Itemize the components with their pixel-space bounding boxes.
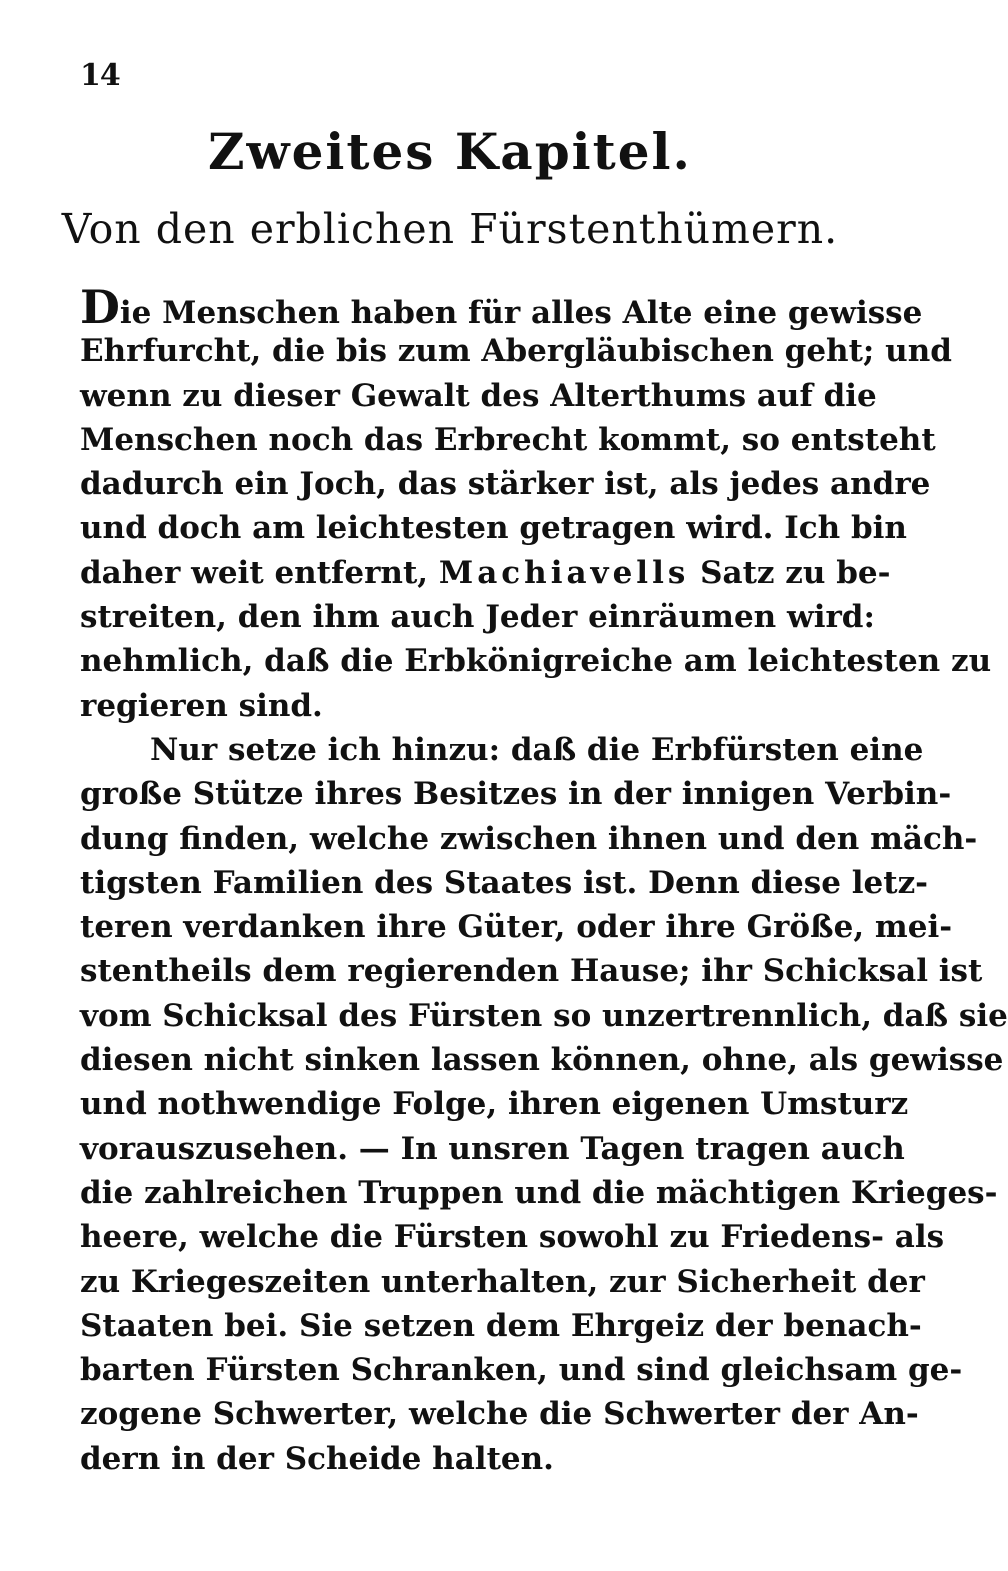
text-line: Menschen noch das Erbrecht kommt, so entsteht [80, 421, 936, 458]
text-line: zu Kriegeszeiten unterhalten, zur Sicherheit der [80, 1263, 925, 1300]
text-segment: daher weit entfernt, [80, 554, 439, 591]
text-line: stentheils dem regierenden Hause; ihr Schicksal ist [80, 953, 983, 990]
text-line: Ehrfurcht, die bis zum Abergläubischen geht; und [80, 333, 952, 370]
body-text [80, 280, 1008, 1481]
text-line: zogene Schwerter, welche die Schwerter der An- [80, 1396, 919, 1433]
chapter-title: Zweites Kapitel. [208, 122, 692, 181]
text-line: und nothwendige Folge, ihren eigenen Umsturz [80, 1086, 909, 1123]
text-line: nehmlich, daß die Erbkönigreiche am leichtesten zu [80, 643, 992, 680]
text-line: heere, welche die Fürsten sowohl zu Friedens- als [80, 1219, 945, 1256]
text-line: streiten, den ihm auch Jeder einräumen wird: [80, 599, 875, 636]
text-line [80, 280, 923, 334]
text-line: Staaten bei. Sie setzen dem Ehrgeiz der benach- [80, 1307, 922, 1344]
text-line: diesen nicht sinken lassen können, ohne, als gewisse [80, 1042, 1004, 1079]
text-line: teren verdanken ihre Güter, oder ihre Größe, mei- [80, 909, 953, 946]
text-line: dadurch ein Joch, das stärker ist, als jedes andre [80, 466, 931, 503]
text-line: vorauszusehen. — In unsren Tagen tragen auch [80, 1130, 905, 1167]
text-line: die zahlreichen Truppen und die mächtigen Krieges- [80, 1174, 998, 1211]
text-line: vom Schicksal des Fürsten so unzertrennlich, daß sie [80, 997, 1008, 1034]
text-line: große Stütze ihres Besitzes in der innigen Verbin- [80, 776, 952, 813]
text-line: und doch am leichtesten getragen wird. Ich bin [80, 510, 907, 547]
text-line: dung finden, welche zwischen ihnen und den mäch- [80, 820, 978, 857]
text-line: Nur setze ich hinzu: daß die Erbfürsten eine [150, 731, 924, 768]
page-number: 14 [80, 58, 120, 93]
text-line-rest: ie Menschen haben für alles Alte eine gewisse [119, 295, 923, 331]
drop-cap: D [80, 280, 120, 334]
paragraph-1 [80, 280, 992, 728]
text-segment: Satz zu be- [689, 554, 891, 591]
emphasized-name: Machiavells [438, 554, 690, 591]
paragraph-2 [80, 728, 1008, 1481]
text-line: tigsten Familien des Staates ist. Denn diese letz- [80, 864, 929, 901]
chapter-subtitle: Von den erblichen Fürstenthümern. [61, 205, 839, 253]
text-line: barten Fürsten Schranken, und sind gleichsam ge- [80, 1352, 963, 1389]
text-line: regieren sind. [80, 687, 323, 724]
text-line [80, 551, 891, 595]
text-line: dern in der Scheide halten. [80, 1440, 554, 1477]
text-line: wenn zu dieser Gewalt des Alterthums auf die [80, 377, 877, 414]
